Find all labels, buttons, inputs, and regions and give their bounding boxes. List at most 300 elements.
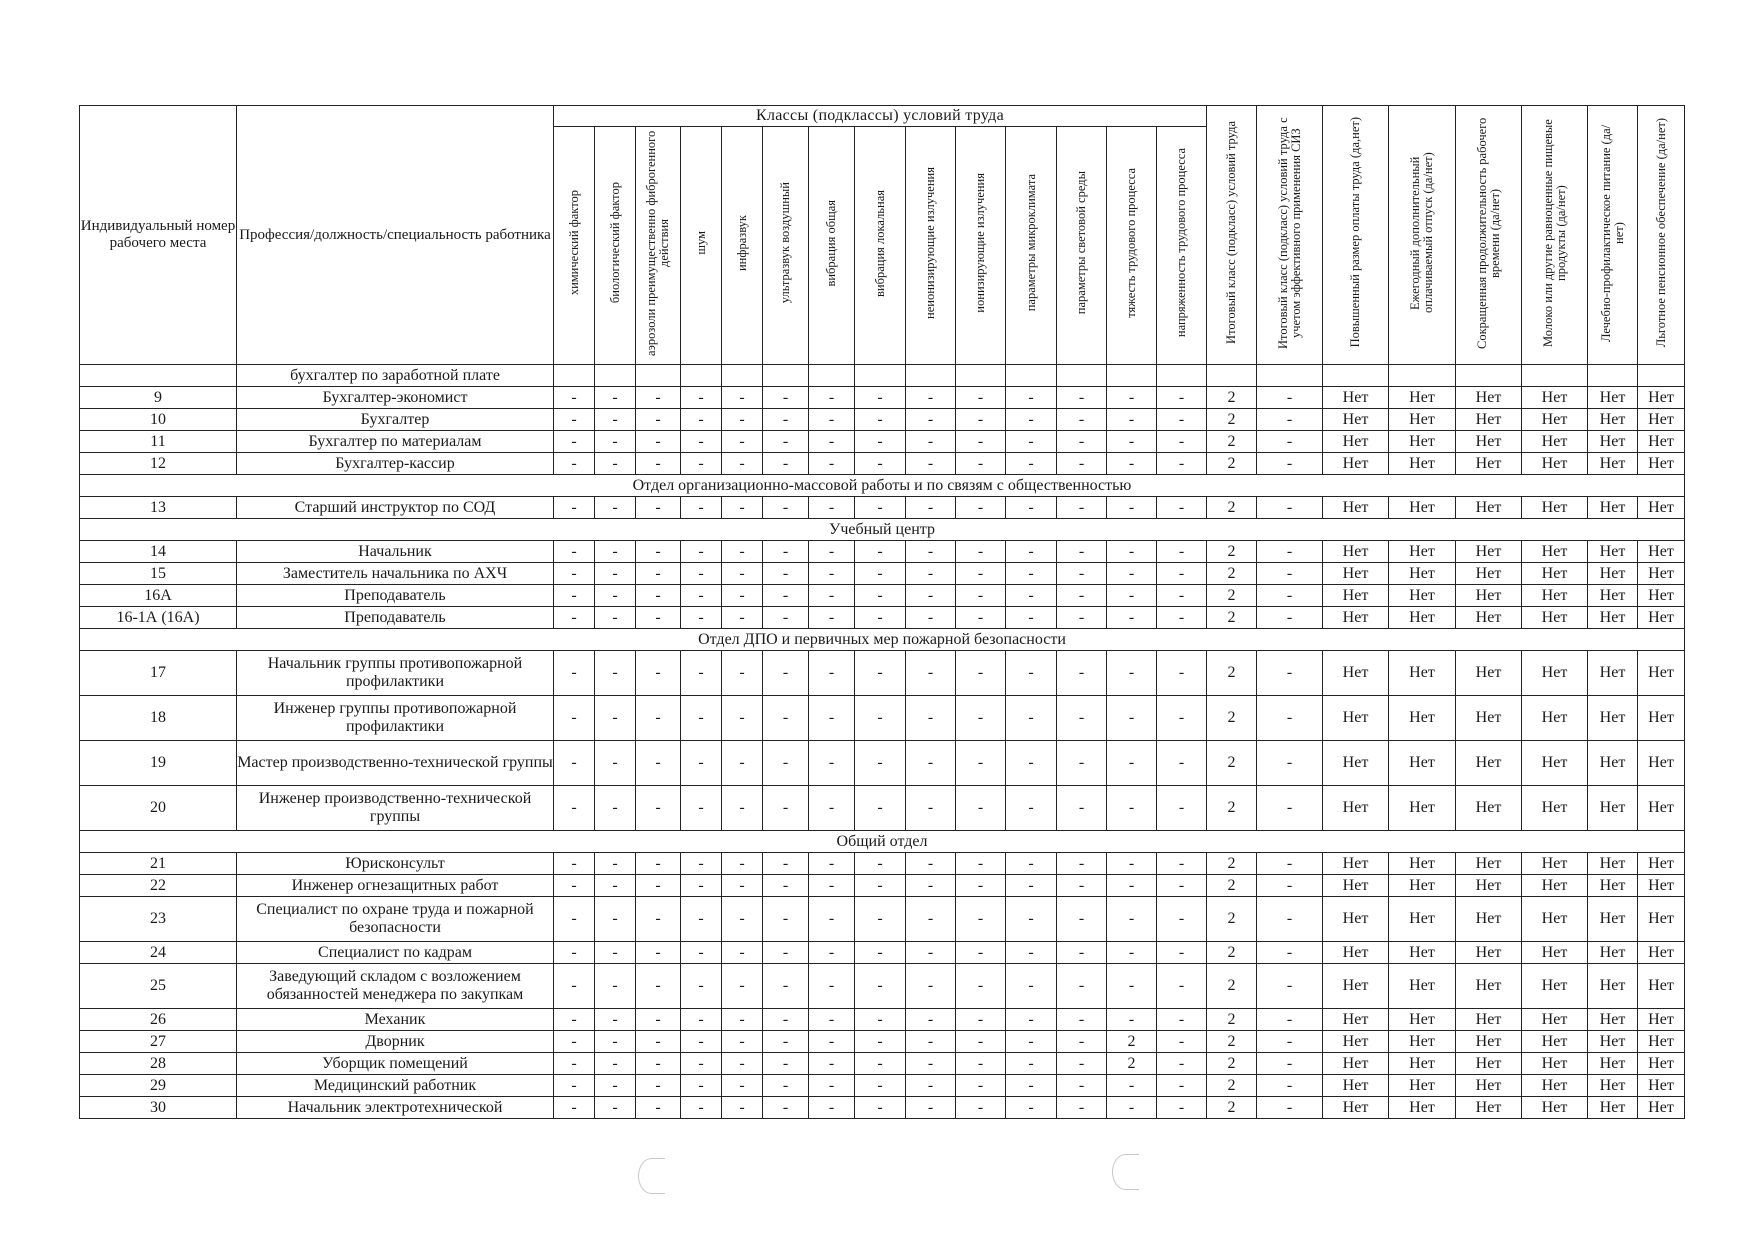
section-title: Учебный центр [80,519,1685,541]
factor-class-cell: - [809,585,855,607]
factor-class-cell: - [1107,897,1157,942]
factor-class-cell: - [1057,897,1107,942]
summary-cell: Нет [1456,651,1522,696]
factor-class-cell: - [809,651,855,696]
factor-class-cell: - [855,897,906,942]
summary-cell: Нет [1522,1075,1588,1097]
factor-class-cell: - [1157,607,1207,629]
factor-class-cell: - [1057,942,1107,964]
header-factor-10 [1006,127,1057,365]
factor-class-cell: - [855,741,906,786]
summary-cell: Нет [1638,563,1685,585]
summary-cell: Нет [1522,1009,1588,1031]
summary-cell: Нет [1588,1009,1638,1031]
empty-cell [1257,365,1323,387]
summary-cell: Нет [1522,431,1588,453]
summary-cell: Нет [1588,964,1638,1009]
factor-class-cell: - [906,942,956,964]
summary-cell: Нет [1323,651,1389,696]
factor-class-cell: - [1006,497,1057,519]
factor-class-cell: - [722,964,763,1009]
factor-class-cell: - [554,585,595,607]
summary-cell: Нет [1323,1097,1389,1119]
factor-class-cell: - [1157,541,1207,563]
workplace-number-cell [80,365,237,387]
summary-cell: Нет [1389,431,1456,453]
factor-class-cell: - [906,1031,956,1053]
factor-class-cell: - [722,541,763,563]
profession-cell: Заместитель начальника по АХЧ [237,563,554,585]
factor-class-cell: - [722,1097,763,1119]
profession-cell: Инженер огнезащитных работ [237,875,554,897]
summary-cell: Нет [1323,585,1389,607]
summary-cell: 2 [1207,696,1257,741]
factor-class-cell: - [1157,387,1207,409]
factor-class-cell: - [636,563,681,585]
factor-class-cell: - [855,563,906,585]
factor-class-cell: - [595,541,636,563]
summary-cell: - [1257,585,1323,607]
empty-cell [1157,365,1207,387]
factor-class-cell: - [1107,696,1157,741]
profession-cell: Заведующий складом с возложением обязанностей менеджера по закупкам [237,964,554,1009]
empty-cell [1522,365,1588,387]
factor-class-cell: - [956,563,1006,585]
factor-class-cell: - [809,409,855,431]
table-row [80,942,1685,964]
labor-conditions-table [79,105,1685,1119]
header-summary-label: Молоко или другие равноценные пищевые продукты (да/нет) [1540,118,1568,347]
summary-cell: Нет [1522,741,1588,786]
header-summary-label: Льготное пенсионное обеспечение (да/нет) [1653,117,1668,348]
summary-cell: Нет [1323,453,1389,475]
workplace-number-cell: 28 [80,1053,237,1075]
summary-cell: Нет [1389,741,1456,786]
summary-cell: Нет [1323,853,1389,875]
profession-cell: Механик [237,1009,554,1031]
summary-cell: Нет [1588,875,1638,897]
factor-class-cell: - [681,563,722,585]
factor-class-cell: - [681,607,722,629]
summary-cell: Нет [1389,1097,1456,1119]
factor-class-cell: - [809,1009,855,1031]
header-factor-1 [595,127,636,365]
factor-class-cell: - [906,853,956,875]
summary-cell: Нет [1323,942,1389,964]
factor-class-cell: - [906,696,956,741]
summary-cell: Нет [1638,875,1685,897]
header-summary-7 [1638,106,1685,365]
summary-cell: Нет [1389,453,1456,475]
factor-class-cell: - [595,1031,636,1053]
factor-class-cell: - [1006,1075,1057,1097]
summary-cell: - [1257,741,1323,786]
factor-class-cell: - [636,387,681,409]
summary-cell: - [1257,387,1323,409]
factor-class-cell: - [906,964,956,1009]
summary-cell: Нет [1522,786,1588,831]
factor-class-cell: - [1006,741,1057,786]
profession-cell: Специалист по охране труда и пожарной безопасности [237,897,554,942]
factor-class-cell: - [1057,853,1107,875]
table-row [80,786,1685,831]
factor-class-cell: - [1006,853,1057,875]
factor-class-cell: - [763,786,809,831]
factor-class-cell: - [855,1075,906,1097]
factor-class-cell: - [722,1053,763,1075]
summary-cell: - [1257,964,1323,1009]
summary-cell: Нет [1588,409,1638,431]
factor-class-cell: - [681,696,722,741]
summary-cell: 2 [1207,541,1257,563]
factor-class-cell: - [809,387,855,409]
factor-class-cell: - [1006,563,1057,585]
factor-class-cell: - [763,1097,809,1119]
workplace-number-cell: 10 [80,409,237,431]
profession-cell: Мастер производственно-технической группы [237,741,554,786]
factor-class-cell: - [809,1031,855,1053]
summary-cell: Нет [1588,741,1638,786]
factor-class-cell: - [1057,563,1107,585]
factor-class-cell: - [595,853,636,875]
factor-class-cell: - [763,964,809,1009]
factor-class-cell: - [595,897,636,942]
factor-class-cell: - [809,1097,855,1119]
factor-class-cell: - [595,563,636,585]
factor-class-cell: - [1107,563,1157,585]
factor-class-cell: - [681,964,722,1009]
factor-class-cell: - [1157,696,1207,741]
factor-class-cell: - [956,942,1006,964]
summary-cell: Нет [1588,651,1638,696]
header-summary-0 [1207,106,1257,365]
factor-class-cell: - [809,1075,855,1097]
header-profession: Профессия/должность/специальность работника [237,106,554,365]
factor-class-cell: - [554,453,595,475]
factor-class-cell: - [1006,1097,1057,1119]
summary-cell: Нет [1638,853,1685,875]
summary-cell: 2 [1207,453,1257,475]
workplace-number-cell: 27 [80,1031,237,1053]
factor-class-cell: - [809,607,855,629]
header-summary-label: Лечебно-профилактическое питание (да/нет) [1598,123,1626,342]
summary-cell: Нет [1588,585,1638,607]
summary-cell: Нет [1588,1053,1638,1075]
profession-cell: Бухгалтер-экономист [237,387,554,409]
summary-cell: Нет [1588,853,1638,875]
factor-class-cell: - [809,875,855,897]
empty-cell [763,365,809,387]
factor-class-cell: - [1157,1009,1207,1031]
factor-class-cell: - [1107,607,1157,629]
summary-cell: Нет [1323,1053,1389,1075]
table-row [80,541,1685,563]
summary-cell: - [1257,1009,1323,1031]
factor-class-cell: - [681,741,722,786]
factor-class-cell: - [1006,786,1057,831]
factor-class-cell: - [636,786,681,831]
factor-class-cell: - [554,696,595,741]
summary-cell: Нет [1389,853,1456,875]
summary-cell: - [1257,786,1323,831]
factor-class-cell: - [809,431,855,453]
summary-cell: Нет [1323,409,1389,431]
factor-class-cell: - [636,696,681,741]
factor-class-cell: - [956,585,1006,607]
profession-cell: бухгалтер по заработной плате [237,365,554,387]
summary-cell: - [1257,897,1323,942]
summary-cell: Нет [1522,497,1588,519]
factor-class-cell: - [636,431,681,453]
summary-cell: - [1257,875,1323,897]
factor-class-cell: - [1057,453,1107,475]
profession-cell: Преподаватель [237,607,554,629]
summary-cell: 2 [1207,1031,1257,1053]
factor-class-cell: - [554,875,595,897]
factor-class-cell: - [1107,853,1157,875]
factor-class-cell: - [681,1075,722,1097]
summary-cell: 2 [1207,497,1257,519]
header-summary-label: Повышенный размер оплаты труда (да,нет) [1348,117,1362,348]
factor-class-cell: - [1006,696,1057,741]
factor-class-cell: - [855,875,906,897]
table-row [80,1097,1685,1119]
factor-class-cell: - [763,431,809,453]
factor-class-cell: - [554,1075,595,1097]
header-factor-label: биологический фактор [607,182,622,304]
workplace-number-cell: 16-1А (16А) [80,607,237,629]
summary-cell: Нет [1588,786,1638,831]
factor-class-cell: - [956,741,1006,786]
header-summary-label: Сокращенная продолжительность рабочего времени (да/нет) [1474,116,1502,349]
factor-class-cell: - [1057,387,1107,409]
factor-class-cell: - [1157,585,1207,607]
empty-cell [722,365,763,387]
summary-cell: 2 [1207,431,1257,453]
factor-class-cell: - [1157,1097,1207,1119]
factor-class-cell: - [1157,964,1207,1009]
factor-class-cell: - [722,741,763,786]
header-factor-label: напряженность трудового процесса [1174,148,1188,338]
summary-cell: Нет [1588,1097,1638,1119]
factor-class-cell: - [636,1075,681,1097]
factor-class-cell: - [636,1031,681,1053]
factor-class-cell: - [906,607,956,629]
summary-cell: Нет [1389,651,1456,696]
factor-class-cell: - [554,497,595,519]
factor-class-cell: - [554,1031,595,1053]
factor-class-cell: - [681,453,722,475]
factor-class-cell: - [809,1053,855,1075]
summary-cell: - [1257,942,1323,964]
factor-class-cell: - [809,741,855,786]
factor-class-cell: - [1107,541,1157,563]
factor-class-cell: - [906,786,956,831]
factor-class-cell: - [554,786,595,831]
factor-class-cell: - [855,964,906,1009]
header-factor-5 [763,127,809,365]
summary-cell: Нет [1522,651,1588,696]
factor-class-cell: - [722,651,763,696]
workplace-number-cell: 9 [80,387,237,409]
summary-cell: Нет [1638,607,1685,629]
profession-cell: Преподаватель [237,585,554,607]
table-row [80,585,1685,607]
header-factor-9 [956,127,1006,365]
factor-class-cell: - [1107,651,1157,696]
summary-cell: Нет [1456,585,1522,607]
summary-cell: Нет [1456,897,1522,942]
empty-cell [1057,365,1107,387]
summary-cell: 2 [1207,741,1257,786]
summary-cell: Нет [1323,897,1389,942]
summary-cell: Нет [1588,607,1638,629]
header-factor-label: параметры световой среды [1074,171,1088,315]
factor-class-cell: - [636,541,681,563]
workplace-number-cell: 21 [80,853,237,875]
summary-cell: Нет [1456,1075,1522,1097]
factor-class-cell: - [1157,1053,1207,1075]
summary-cell: Нет [1522,875,1588,897]
summary-cell: Нет [1638,541,1685,563]
factor-class-cell: - [1006,1053,1057,1075]
summary-cell: Нет [1638,1075,1685,1097]
summary-cell: 2 [1207,786,1257,831]
factor-class-cell: - [809,453,855,475]
factor-class-cell: - [956,431,1006,453]
factor-class-cell: - [554,964,595,1009]
factor-class-cell: - [636,1009,681,1031]
factor-class-cell: - [1057,651,1107,696]
factor-class-cell: - [763,387,809,409]
table-row [80,651,1685,696]
empty-cell [956,365,1006,387]
factor-class-cell: - [595,497,636,519]
summary-cell: Нет [1638,585,1685,607]
factor-class-cell: - [956,497,1006,519]
factor-class-cell: - [906,409,956,431]
summary-cell: Нет [1389,786,1456,831]
summary-cell: 2 [1207,853,1257,875]
summary-cell: Нет [1588,1075,1638,1097]
workplace-number-cell: 14 [80,541,237,563]
factor-class-cell: - [956,453,1006,475]
table-header [80,106,1685,365]
table-row [80,1053,1685,1075]
factor-class-cell: - [763,853,809,875]
factor-class-cell: - [956,1053,1006,1075]
table-row [80,409,1685,431]
factor-class-cell: - [1057,607,1107,629]
factor-class-cell: - [722,786,763,831]
factor-class-cell: - [636,453,681,475]
factor-class-cell: - [595,1053,636,1075]
factor-class-cell: - [636,875,681,897]
factor-class-cell: - [722,387,763,409]
factor-class-cell: - [595,786,636,831]
factor-class-cell: - [906,897,956,942]
summary-cell: Нет [1638,696,1685,741]
factor-class-cell: - [1006,431,1057,453]
factor-class-cell: - [855,607,906,629]
factor-class-cell: - [681,497,722,519]
header-summary-label: Итоговый класс (подкласс) условий труда с учетом эффективного применения СИЗ [1275,116,1303,349]
summary-cell: Нет [1456,786,1522,831]
summary-cell: Нет [1456,696,1522,741]
factor-class-cell: - [1157,563,1207,585]
summary-cell: 2 [1207,563,1257,585]
workplace-number-cell: 23 [80,897,237,942]
factor-class-cell: - [681,897,722,942]
factor-class-cell: - [554,1097,595,1119]
summary-cell: - [1257,453,1323,475]
factor-class-cell: - [554,853,595,875]
profession-cell: Начальник группы противопожарной профилактики [237,651,554,696]
factor-class-cell: - [722,431,763,453]
factor-class-cell: - [855,497,906,519]
factor-class-cell: - [1057,964,1107,1009]
summary-cell: 2 [1207,1009,1257,1031]
factor-class-cell: - [554,942,595,964]
summary-cell: - [1257,409,1323,431]
factor-class-cell: - [1107,431,1157,453]
header-factor-label: ультразвук воздушный [778,182,792,304]
summary-cell: Нет [1323,1075,1389,1097]
factor-class-cell: - [554,431,595,453]
summary-cell: Нет [1522,563,1588,585]
summary-cell: Нет [1389,696,1456,741]
profession-cell: Медицинский работник [237,1075,554,1097]
table-row [80,497,1685,519]
factor-class-cell: - [554,607,595,629]
factor-class-cell: - [763,607,809,629]
summary-cell: Нет [1389,387,1456,409]
factor-class-cell: - [595,1009,636,1031]
factor-class-cell: - [681,387,722,409]
factor-class-cell: - [554,387,595,409]
factor-class-cell: - [1057,541,1107,563]
profession-cell: Дворник [237,1031,554,1053]
summary-cell: - [1257,696,1323,741]
factor-class-cell: - [595,607,636,629]
factor-class-cell: - [1006,387,1057,409]
header-factor-label: неионизирующие излучения [923,167,937,319]
summary-cell: Нет [1389,497,1456,519]
factor-class-cell: - [636,897,681,942]
factor-class-cell: - [681,1031,722,1053]
factor-class-cell: - [809,563,855,585]
factor-class-cell: - [956,409,1006,431]
table-row [80,1075,1685,1097]
factor-class-cell: - [855,942,906,964]
factor-class-cell: - [554,741,595,786]
factor-class-cell: - [855,585,906,607]
summary-cell: Нет [1522,853,1588,875]
factor-class-cell: - [681,651,722,696]
summary-cell: 2 [1207,875,1257,897]
factor-class-cell: - [636,942,681,964]
header-factor-11 [1057,127,1107,365]
section-title: Общий отдел [80,831,1685,853]
table-row [80,431,1685,453]
header-factor-4 [722,127,763,365]
summary-cell: - [1257,563,1323,585]
workplace-number-cell: 12 [80,453,237,475]
workplace-number-cell: 15 [80,563,237,585]
summary-cell: Нет [1456,563,1522,585]
factor-class-cell: - [855,387,906,409]
factor-class-cell: - [1157,431,1207,453]
